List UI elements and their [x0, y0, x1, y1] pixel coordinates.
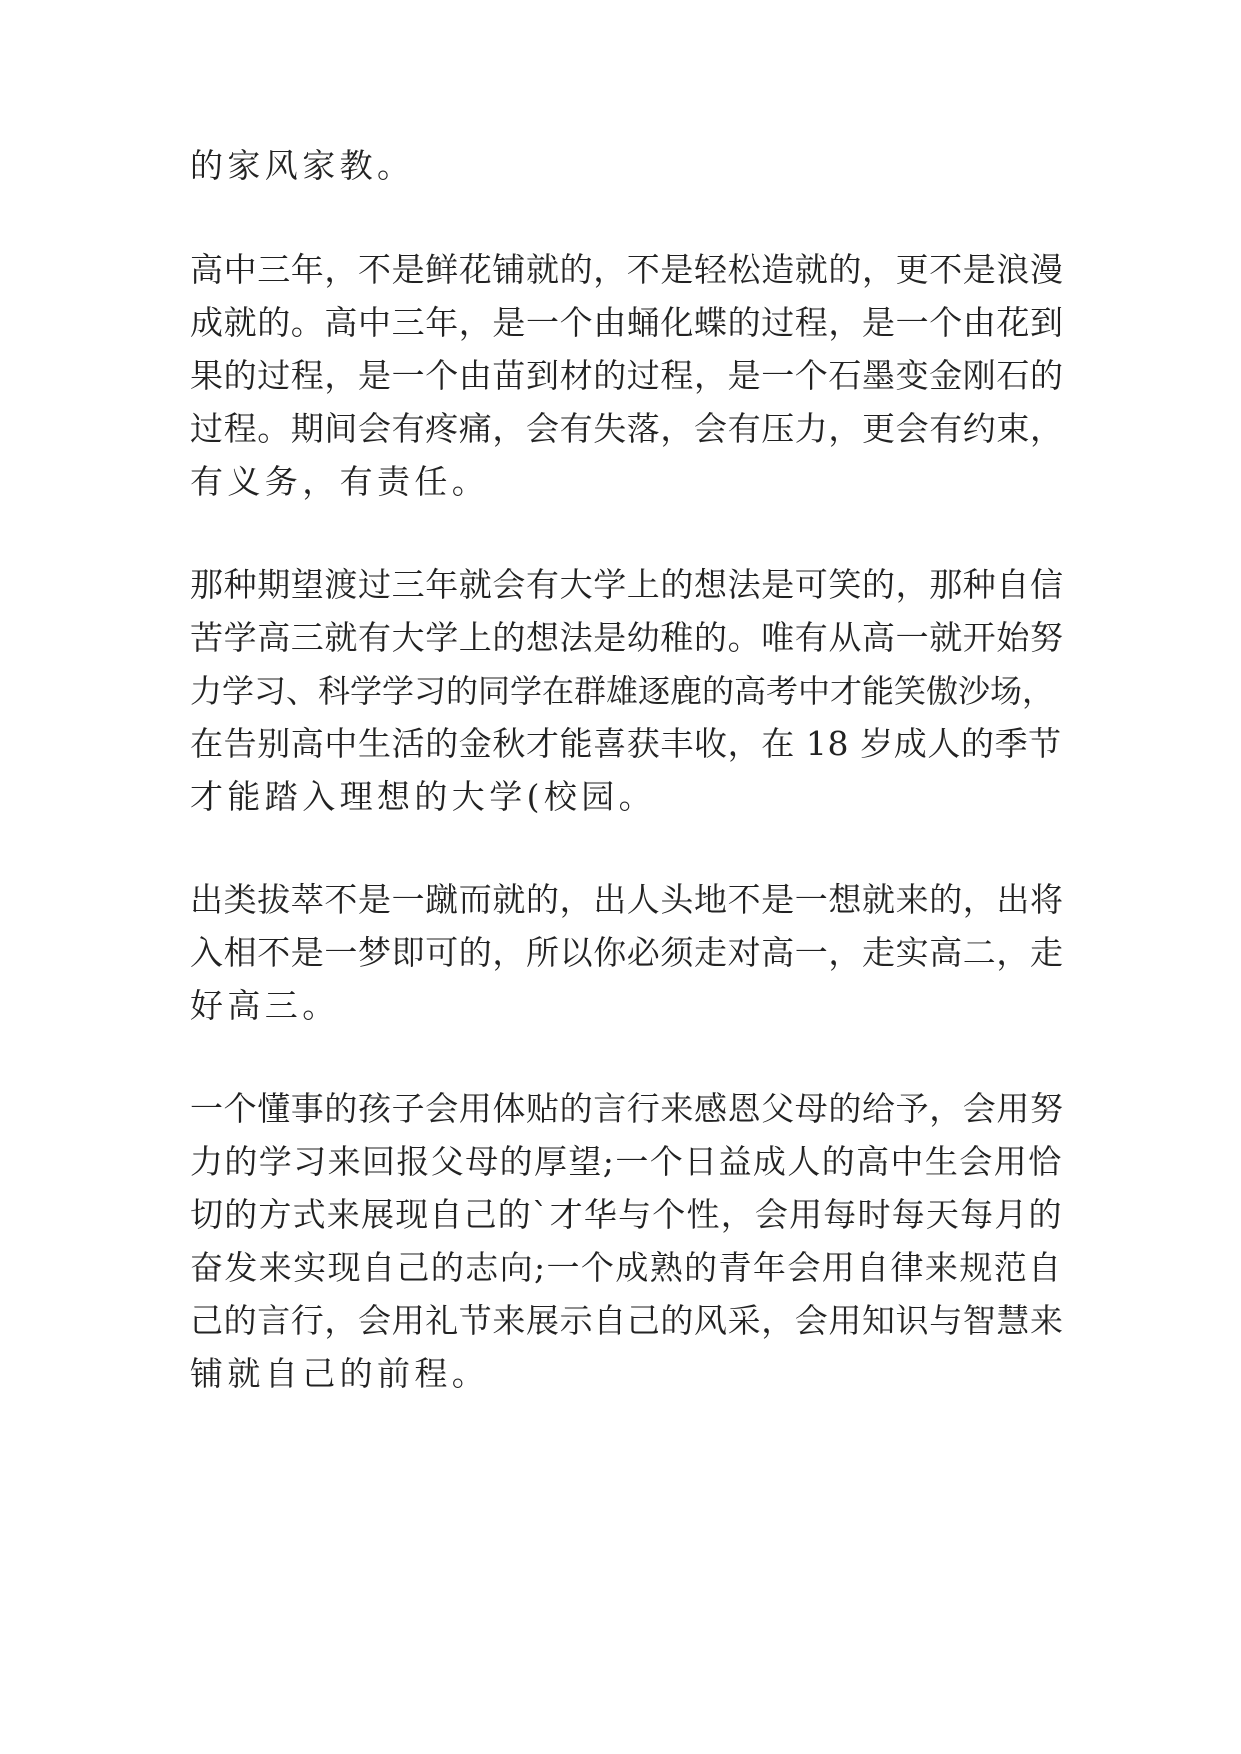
- paragraph-line: 苦学高三就有大学上的想法是幼稚的。唯有从高一就开始努: [190, 618, 1064, 657]
- paragraph-line: 力的学习来回报父母的厚望;一个日益成人的高中生会用恰: [190, 1142, 1063, 1181]
- paragraph-line: 奋发来实现自己的志向;一个成熟的青年会用自律来规范自: [190, 1248, 1063, 1287]
- paragraph-line: 果的过程，是一个由苗到材的过程，是一个石墨变金刚石的: [190, 356, 1064, 395]
- paragraph-line: 铺就自己的前程。: [190, 1354, 490, 1393]
- paragraph-line: 高中三年，不是鲜花铺就的，不是轻松造就的，更不是浪漫: [190, 250, 1064, 289]
- paragraph-line: 有义务，有责任。: [190, 462, 490, 501]
- paragraph-line: 过程。期间会有疼痛，会有失落，会有压力，更会有约束，: [190, 409, 1064, 448]
- paragraph-line: 切的方式来展现自己的`才华与个性，会用每时每天每月的: [190, 1195, 1063, 1234]
- paragraph-line: 一个懂事的孩子会用体贴的言行来感恩父母的给予，会用努: [190, 1089, 1064, 1128]
- paragraph-line: 力学习、科学学习的同学在群雄逐鹿的高考中才能笑傲沙场，: [190, 672, 1055, 710]
- paragraph-line: 那种期望渡过三年就会有大学上的想法是可笑的，那种自信: [190, 565, 1064, 604]
- paragraph-line: 好高三。: [190, 986, 340, 1025]
- paragraph-line: 出类拔萃不是一蹴而就的，出人头地不是一想就来的，出将: [190, 880, 1064, 919]
- paragraph-line: 在告别高中生活的金秋才能喜获丰收，在 18 岁成人的季节: [190, 724, 1062, 763]
- paragraph-line: 己的言行，会用礼节来展示自己的风采，会用知识与智慧来: [190, 1301, 1064, 1340]
- paragraph-line: 入相不是一梦即可的，所以你必须走对高一，走实高二，走: [190, 933, 1064, 972]
- paragraph-line: 成就的。高中三年，是一个由蛹化蝶的过程，是一个由花到: [190, 303, 1064, 342]
- paragraph-line: 才能踏入理想的大学(校园。: [190, 777, 657, 816]
- paragraph-line: 的家风家教。: [190, 146, 415, 185]
